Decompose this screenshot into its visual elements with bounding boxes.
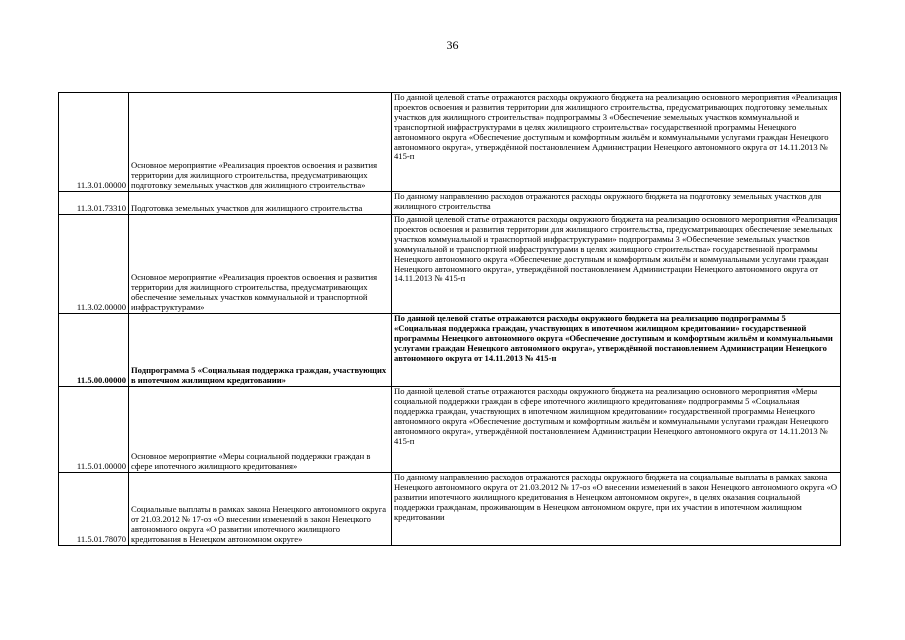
target-code-cell: 11.5.01.00000 (59, 387, 129, 473)
target-name-cell: Основное мероприятие «Реализация проектов освоения и развития территории для жилищного строительства, предусматривающих обеспечение земельных участков коммунальной и транспортной инфраструктурами» (129, 215, 392, 314)
target-name-cell: Социальные выплаты в рамках закона Ненецкого автономного округа от 21.03.2012 № 17-оз «О внесении изменений в закон Ненецкого автономного округа «О развитии ипотечного жилищного кредитования в Ненецком автономном округе» (129, 473, 392, 546)
table-row (59, 192, 841, 215)
target-name-cell: Подпрограмма 5 «Социальная поддержка граждан, участвующих в ипотечном жилищном кредитовании» (129, 314, 392, 387)
target-code-cell: 11.5.00.00000 (59, 314, 129, 387)
table-row (59, 314, 841, 387)
target-code-cell: 11.3.02.00000 (59, 215, 129, 314)
target-code-cell: 11.3.01.73310 (59, 192, 129, 215)
target-description-cell: По данной целевой статье отражаются расходы окружного бюджета на реализацию основного мероприятия «Меры социальной поддержки граждан в сфере ипотечного жилищного кредитования» подпрограммы 5 «Социальная поддержка граждан, участвующих в ипотечном жилищном кредитовании» государственной программы Ненецкого автономного округа «Обеспечение доступным и комфортным жильём и коммунальными услугами граждан Ненецкого автономного округа», утверждённой постановлением Администрации Ненецкого автономного округа от 14.11.2013 № 415-п (392, 387, 841, 473)
target-description-cell: По данному направлению расходов отражаются расходы окружного бюджета на подготовку земельных участков для жилищного строительства (392, 192, 841, 215)
target-description-cell: По данной целевой статье отражаются расходы окружного бюджета на реализацию основного мероприятия «Реализация проектов освоения и развития территории для жилищного строительства, предусматривающих обеспечение земельных участков коммунальной и транспортной инфраструктурами» подпрограммы 3 «Обеспечение земельных участков коммунальной и транспортной инфраструктурами в целях жилищного строительства» государственной программы Ненецкого автономного округа «Обеспечение доступным и комфортным жильём и коммунальными услугами граждан Ненецкого автономного округа», утверждённой постановлением Администрации Ненецкого автономного округа от 14.11.2013 № 415-п (392, 215, 841, 314)
page-number: 36 (446, 38, 459, 52)
table-row (59, 473, 841, 546)
target-name-cell: Подготовка земельных участков для жилищного строительства (129, 192, 392, 215)
target-description-cell: По данному направлению расходов отражаются расходы окружного бюджета на социальные выплаты в рамках закона Ненецкого автономного округа от 21.03.2012 № 17-оз «О внесении изменений в закон Ненецкого автономного округа «О развитии ипотечного жилищного кредитования в Ненецком автономном округе», в целях оказания социальной поддержки гражданам, проживающим в Ненецком автономном округе, при их участии в ипотечном жилищном кредитовании (392, 473, 841, 546)
table-row (59, 93, 841, 192)
target-description-cell: По данной целевой статье отражаются расходы окружного бюджета на реализацию подпрограммы 5 «Социальная поддержка граждан, участвующих в ипотечном жилищном кредитовании» государственной программы Ненецкого автономного округа «Обеспечение доступным и комфортным жильём и коммунальными услугами граждан Ненецкого автономного округа», утверждённой постановлением Администрации Ненецкого автономного округа от 14.11.2013 № 415-п (392, 314, 841, 387)
target-name-cell: Основное мероприятие «Реализация проектов освоения и развития территории для жилищного строительства, предусматривающих подготовку земельных участков для жилищного строительства» (129, 93, 392, 192)
table-row (59, 387, 841, 473)
target-description-cell: По данной целевой статье отражаются расходы окружного бюджета на реализацию основного мероприятия «Реализация проектов освоения и развития территории для жилищного строительства, предусматривающих подготовку земельных участков для жилищного строительства» подпрограммы 3 «Обеспечение земельных участков коммунальной и транспортной инфраструктурами в целях жилищного строительства» государственной программы Ненецкого автономного округа «Обеспечение доступным и комфортным жильём и коммунальными услугами граждан Ненецкого автономного округа», утверждённой постановлением Администрации Ненецкого автономного округа от 14.11.2013 № 415-п (392, 93, 841, 192)
target-code-cell: 11.5.01.78070 (59, 473, 129, 546)
budget-classification-table (58, 92, 841, 546)
target-name-cell: Основное мероприятие «Меры социальной поддержки граждан в сфере ипотечного жилищного кредитования» (129, 387, 392, 473)
table-row (59, 215, 841, 314)
target-code-cell: 11.3.01.00000 (59, 93, 129, 192)
